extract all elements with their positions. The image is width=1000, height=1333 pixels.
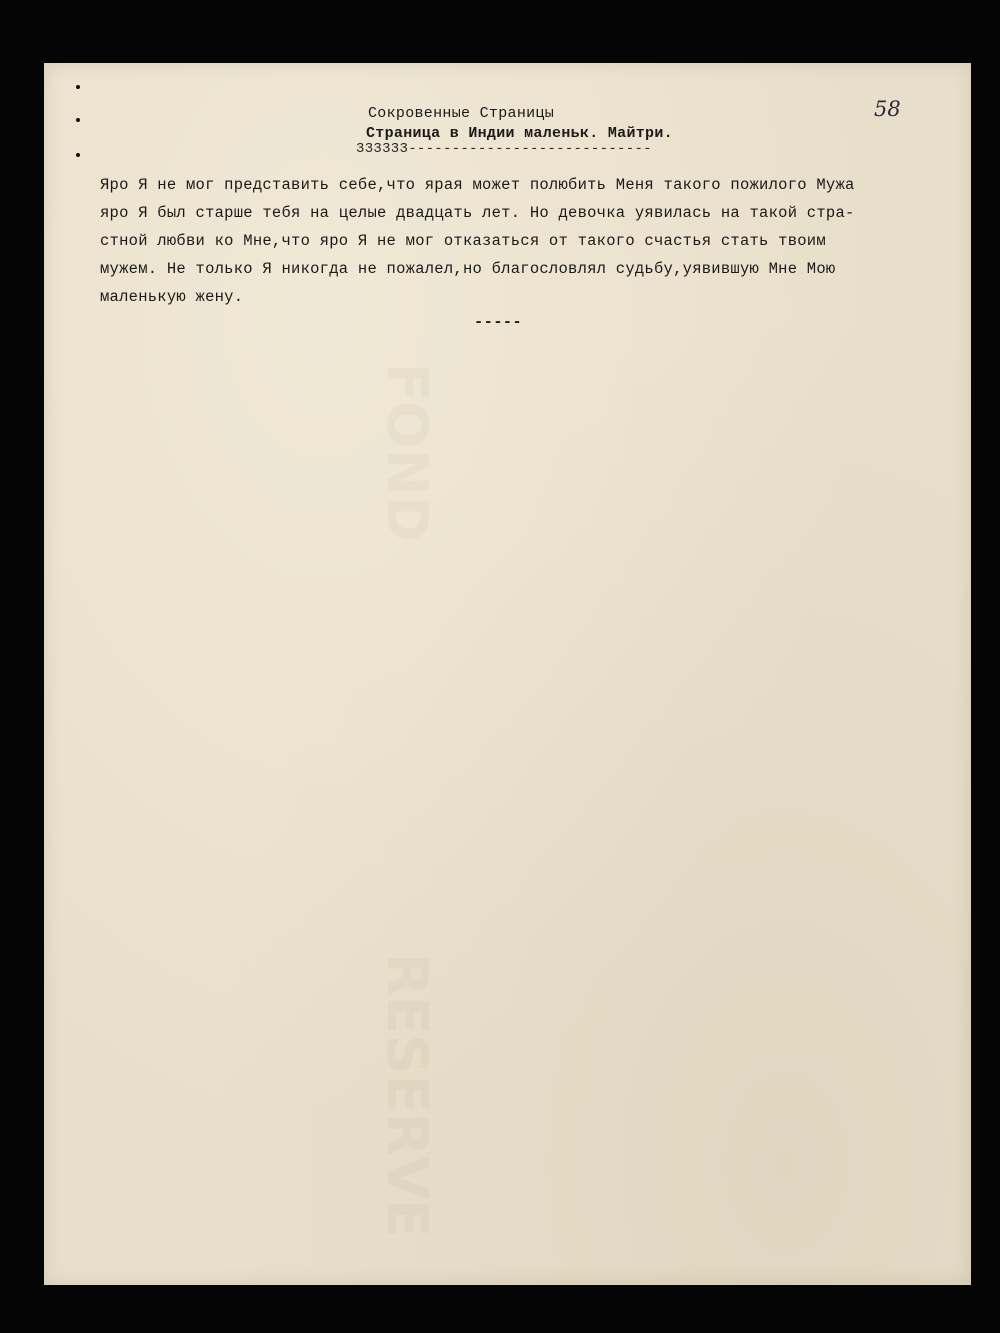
watermark-top: FOND — [374, 363, 439, 543]
body-line: мужем. Не только Я никогда не пожалел,но благословлял судьбу,уявившую Мне Мою — [100, 260, 836, 278]
page-number: 58 — [874, 97, 901, 121]
end-of-text-mark: ----- — [474, 313, 523, 331]
title-underline: 333333---------------------------- — [356, 141, 652, 157]
paper-sheet — [44, 63, 971, 1285]
binder-hole-mark — [76, 85, 80, 89]
document-subtitle: Страница в Индии маленьк. Майтри. — [366, 125, 673, 142]
document-title: Сокровенные Страницы — [368, 105, 555, 122]
binder-hole-mark — [76, 153, 80, 157]
body-line: Яро Я не мог представить себе,что ярая может полюбить Меня такого пожилого Мужа — [100, 176, 855, 194]
binder-hole-mark — [76, 118, 80, 122]
body-paragraph — [100, 171, 855, 311]
body-line: маленькую жену. — [100, 288, 244, 306]
body-line: стной любви ко Мне,что яро Я не мог отказаться от такого счастья стать твоим — [100, 232, 826, 250]
watermark-bottom: RESERVE — [374, 953, 439, 1238]
body-line: яро Я был старше тебя на целые двадцать лет. Но девочка уявилась на такой стра- — [100, 204, 855, 222]
